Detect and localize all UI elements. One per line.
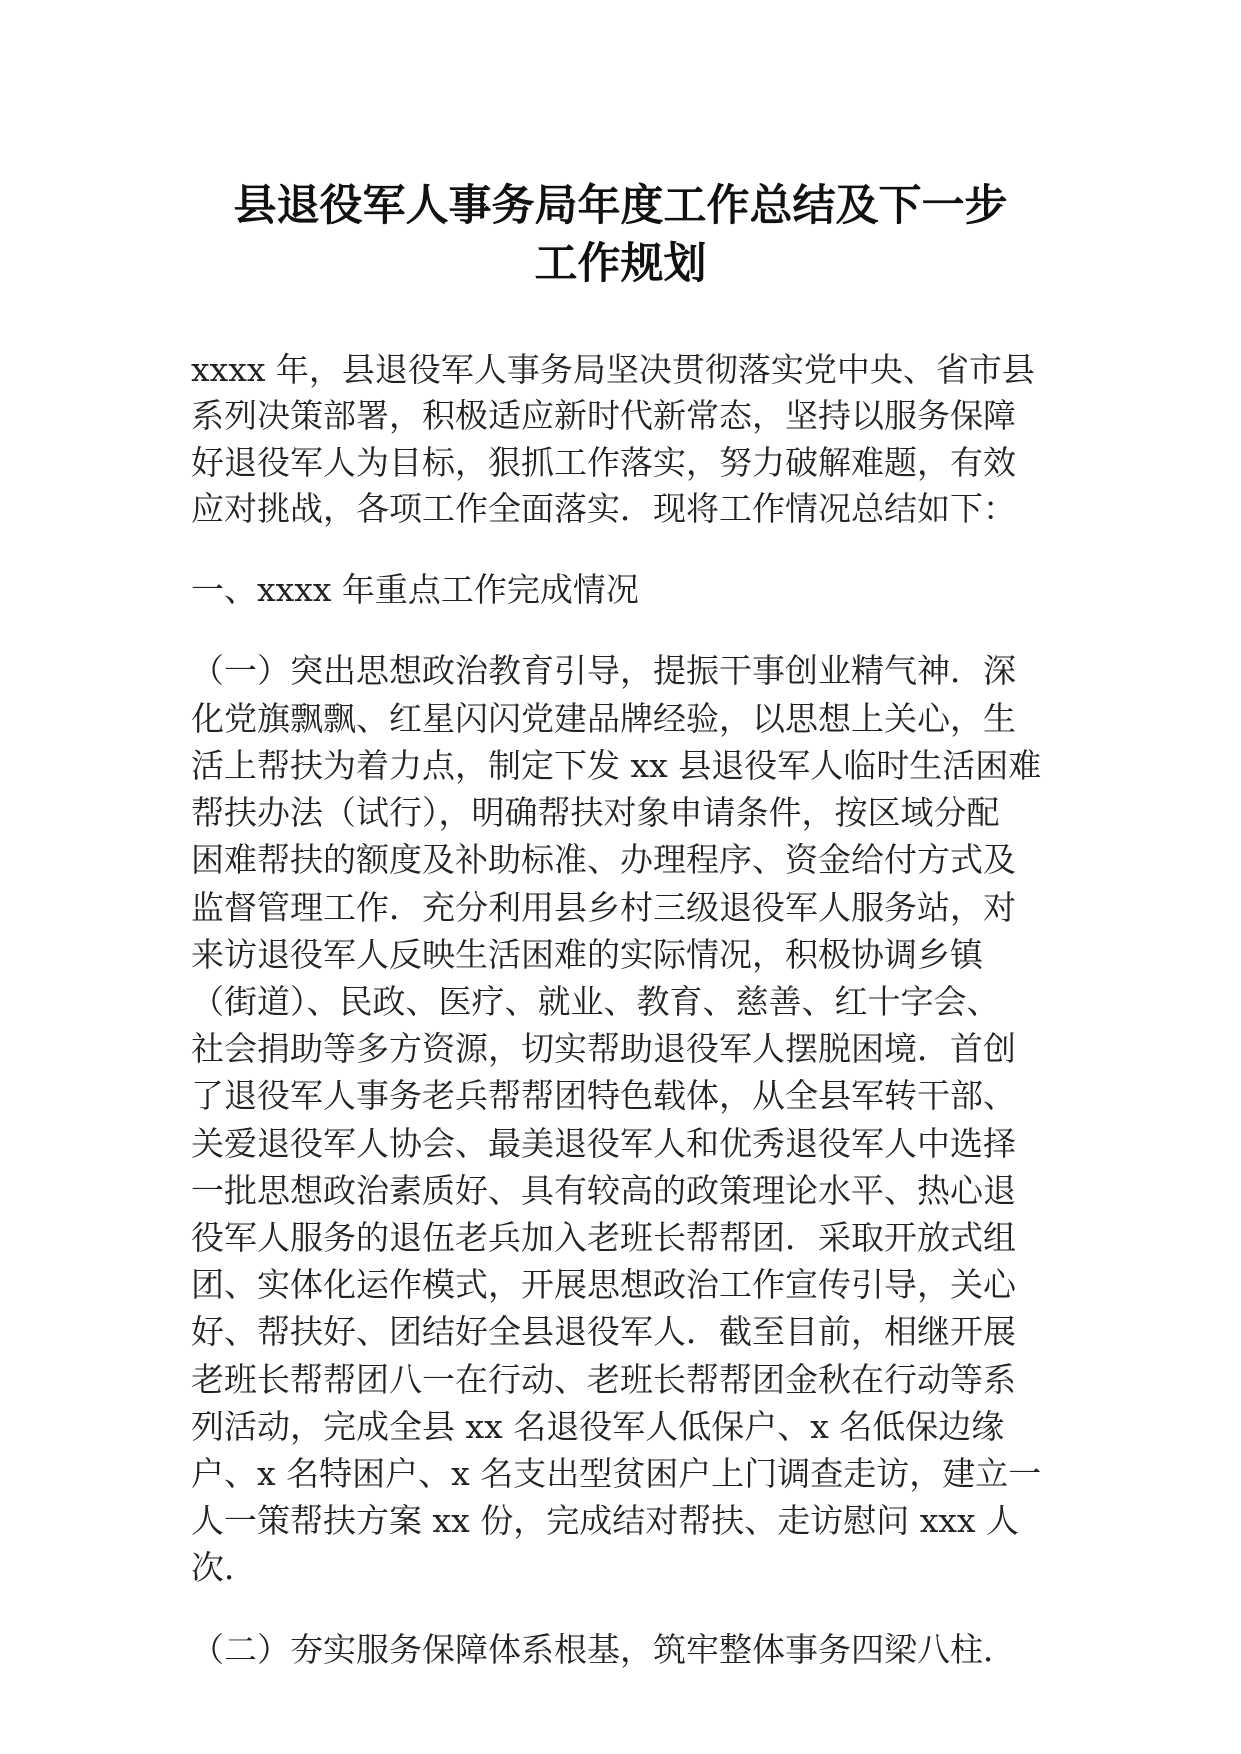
paragraph-line: 团、实体化运作模式，开展思想政治工作宣传引导，关心 — [191, 1265, 1016, 1304]
paragraph-line: 人一策帮扶方案 xx 份，完成结对帮扶、走访慰问 xxx 人 — [191, 1501, 1020, 1540]
paragraph-line: 列活动，完成全县 xx 名退役军人低保户、x 名低保边缘 — [191, 1407, 1005, 1446]
paragraph-line: （街道）、民政、医疗、就业、教育、慈善、红十字会、 — [191, 982, 1000, 1021]
paragraph-line: （二）夯实服务保障体系根基，筑牢整体事务四梁八柱． — [191, 1630, 1016, 1669]
paragraph-line: 活上帮扶为着力点，制定下发 xx 县退役军人临时生活困难 — [191, 746, 1042, 785]
paragraph-line: 户、x 名特困户、x 名支出型贫困户上门调查走访，建立一 — [191, 1454, 1042, 1493]
paragraph-line: 社会捐助等多方资源，切实帮助退役军人摆脱困境．首创 — [191, 1029, 1016, 1068]
paragraph-line: 应对挑战，各项工作全面落实．现将工作情况总结如下： — [191, 489, 1016, 528]
paragraph-line: 来访退役军人反映生活困难的实际情况，积极协调乡镇 — [191, 935, 983, 974]
paragraph-line: （一）突出思想政治教育引导，提振干事创业精气神．深 — [191, 651, 1016, 690]
paragraph-line: 次． — [191, 1548, 257, 1587]
paragraph-line: 化党旗飘飘、红星闪闪党建品牌经验，以思想上关心，生 — [191, 699, 1016, 738]
paragraph-line: 帮扶办法（试行），明确帮扶对象申请条件，按区域分配 — [191, 793, 1000, 832]
paragraph-line: 一批思想政治素质好、具有较高的政策理论水平、热心退 — [191, 1171, 1016, 1210]
paragraph-line: xxxx 年，县退役军人事务局坚决贯彻落实党中央、省市县 — [191, 350, 1035, 389]
paragraph-line: 老班长帮帮团八一在行动、老班长帮帮团金秋在行动等系 — [191, 1360, 1016, 1399]
paragraph-line: 好、帮扶好、团结好全县退役军人．截至目前，相继开展 — [191, 1312, 1016, 1351]
paragraph-line: 了退役军人事务老兵帮帮团特色载体，从全县军转干部、 — [191, 1076, 1016, 1115]
paragraph-line: 系列决策部署，积极适应新时代新常态，坚持以服务保障 — [191, 396, 1016, 435]
paragraph-line: 困难帮扶的额度及补助标准、办理程序、资金给付方式及 — [191, 840, 1016, 879]
paragraph-line: 役军人服务的退伍老兵加入老班长帮帮团．采取开放式组 — [191, 1218, 1016, 1257]
paragraph-line: 监督管理工作．充分利用县乡村三级退役军人服务站，对 — [191, 888, 1016, 927]
section-heading: 一、xxxx 年重点工作完成情况 — [191, 570, 639, 609]
paragraph-line: 好退役军人为目标，狠抓工作落实，努力破解难题，有效 — [191, 443, 1016, 482]
document-title-line-1: 县退役军人事务局年度工作总结及下一步 — [233, 181, 1008, 231]
paragraph-line: 关爱退役军人协会、最美退役军人和优秀退役军人中选择 — [191, 1124, 1016, 1163]
document-title-line-2: 工作规划 — [534, 239, 707, 289]
